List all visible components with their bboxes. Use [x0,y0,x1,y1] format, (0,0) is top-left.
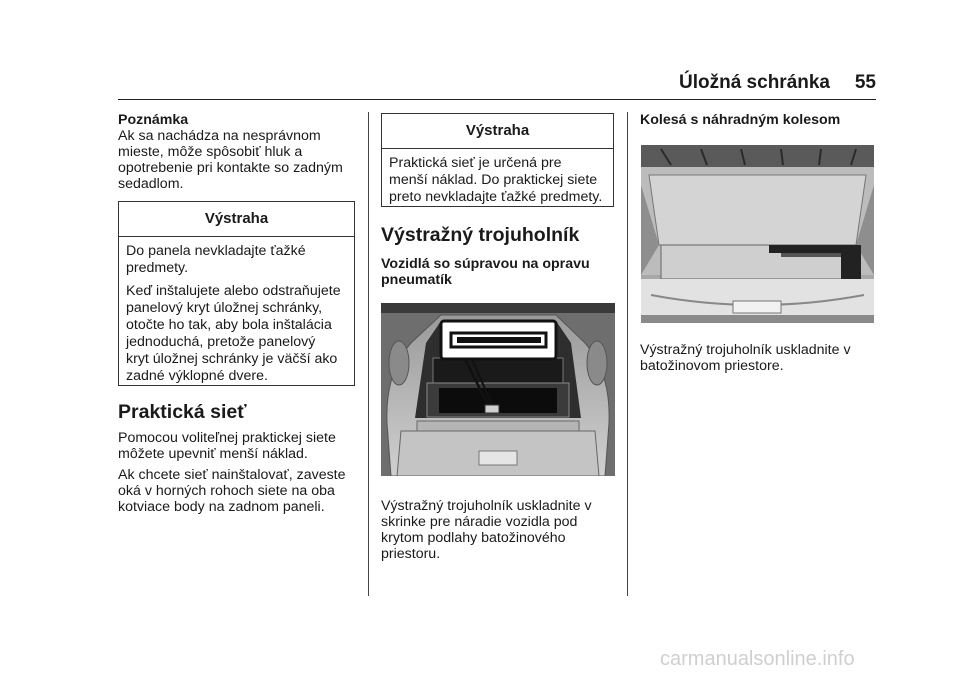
subheading-line: Vozidlá so súpravou na opravu [381,256,590,272]
watermark: carmanualsonline.info [660,648,855,670]
section-title-practical-net: Praktická sieť [118,401,247,423]
warning-box-panel [118,201,355,386]
caption-line: priestoru. [381,546,441,562]
page-number: 55 [854,72,876,93]
paragraph-line: Pomocou voliteľnej praktickej siete [118,430,336,446]
car-trunk-illustration [381,303,615,476]
figure-caption-toolbox [381,498,621,562]
paragraph-line: môžete upevniť menší náklad. [118,446,308,462]
warning-line: jednoduchá, pretože panelový [126,334,316,350]
warning-box-body [119,237,354,385]
caption-line: krytom podlahy batožinového [381,530,566,546]
practical-net-paragraph-1 [118,430,363,462]
warning-line: Keď inštalujete alebo odstraňujete [126,283,341,299]
running-header-title: Úložná schránka [679,72,830,93]
cargo-area-illustration [641,145,874,323]
warning-line: otočte ho tak, aby bola inštalácia [126,317,332,333]
figure-cargo-area [641,145,874,323]
note-line: opotrebenie pri kontakte so zadným [118,160,343,176]
warning-box-body [382,149,613,206]
note-text [118,128,358,192]
warning-line: Do panela nevkladajte ťažké [126,243,306,259]
section-title-warning-triangle: Výstražný trojuholník [381,224,580,246]
column-divider-right [627,112,628,596]
note-line: mieste, môže spôsobiť hluk a [118,144,303,160]
note-line: sedadlom. [118,176,184,192]
warning-line: preto nevkladajte ťažké predmety. [389,189,603,205]
warning-line: kryt úložnej schránky je väčší ako [126,351,338,367]
column-divider-left [368,112,369,596]
warning-line: predmety. [126,260,189,276]
paragraph-line: oká v horných rohoch siete na oba [118,483,335,499]
subheading-line: pneumatík [381,272,452,288]
warning-box-net [381,113,614,207]
note-line: Ak sa nachádza na nesprávnom [118,128,321,144]
warning-line: zadné výklopné dvere. [126,368,268,384]
caption-line: Výstražný trojuholník uskladnite v [640,342,851,358]
figure-car-trunk-toolbox [381,303,615,476]
warning-box-title: Výstraha [119,202,354,237]
warning-box-title: Výstraha [382,114,613,149]
figure-caption-cargo-area [640,342,875,374]
subheading-tire-repair-kit [381,256,616,288]
warning-line: panelový kryt úložnej schránky, [126,300,323,316]
practical-net-paragraph-2 [118,467,363,515]
warning-line: menší náklad. Do praktickej siete [389,172,598,188]
caption-line: Výstražný trojuholník uskladnite v [381,498,592,514]
note-heading: Poznámka [118,112,189,128]
warning-paragraph-2 [126,283,347,385]
header-rule [118,99,876,100]
paragraph-line: kotviace body na zadnom paneli. [118,499,325,515]
warning-paragraph-1 [126,243,347,277]
caption-line: batožinovom priestore. [640,358,784,374]
caption-line: skrinke pre náradie vozidla pod [381,514,578,530]
paragraph-line: Ak chcete sieť nainštalovať, zaveste [118,467,346,483]
subheading-spare-wheel: Kolesá s náhradným kolesom [640,112,841,128]
warning-line: Praktická sieť je určená pre [389,155,562,171]
